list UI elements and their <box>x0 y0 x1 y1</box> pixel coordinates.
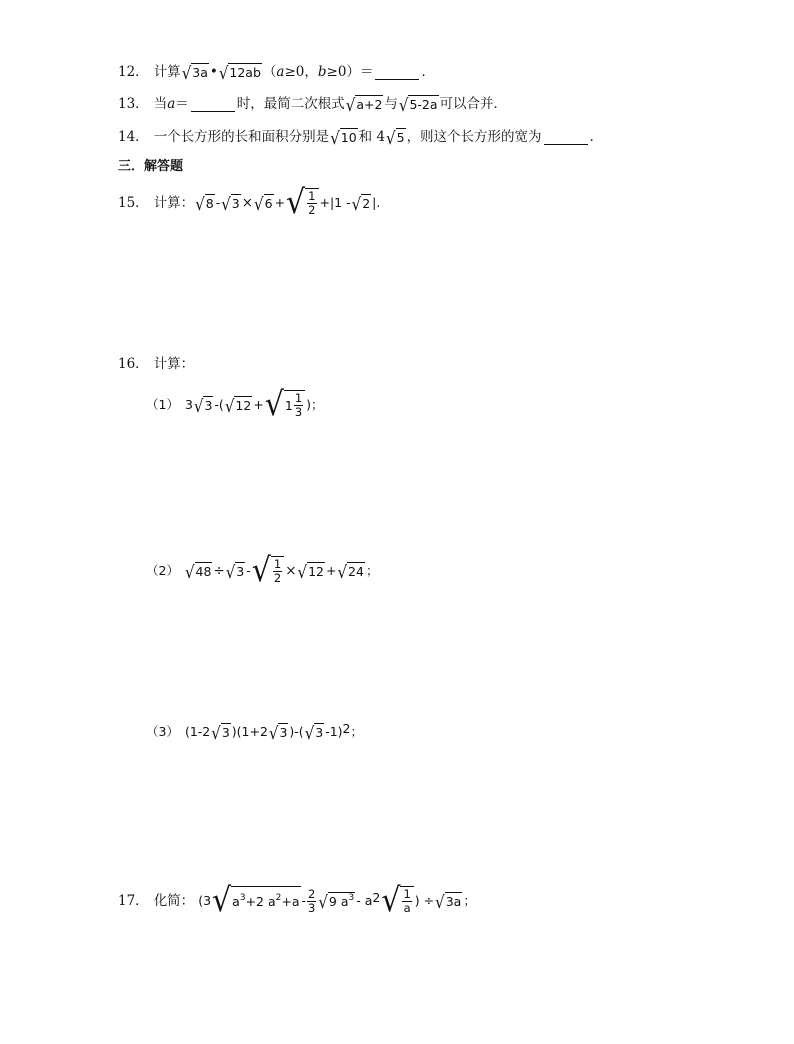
minus-sign: - <box>246 563 251 578</box>
variable-b: b <box>317 64 327 80</box>
sqrt-expression: √ 3 <box>193 395 213 417</box>
sqrt-expression: √ 5-2a <box>398 94 438 116</box>
fraction: $\frac{1}{a}$ <box>403 887 411 915</box>
end-mark: ； <box>365 563 379 578</box>
prompt-text: 一个长方形的长和面积分别是 <box>153 129 330 145</box>
expression-text: (1-2 <box>184 724 211 739</box>
sqrt-fraction: √ $\frac{1}{a}$ <box>381 886 413 916</box>
prompt-text: 计算 <box>153 64 181 80</box>
variable-a: a <box>276 64 285 80</box>
question-number: 17． <box>118 893 149 909</box>
sqrt-expression: √ 3 <box>225 561 245 583</box>
exponent: 2 <box>372 890 381 905</box>
sqrt-expression: √ 3 <box>221 193 240 215</box>
expression-text: )(1+2 <box>231 724 268 739</box>
sqrt-expression: √ 10 <box>330 127 357 149</box>
minus-sign: - <box>301 893 307 908</box>
condition-text: ≥0， <box>284 64 318 80</box>
question-number: 16． <box>118 356 149 372</box>
sqrt-expression: √ 9 a $^3$ <box>318 891 355 913</box>
condition-open: （ <box>262 64 277 80</box>
prompt-text: 化简： <box>153 893 195 909</box>
question-15 <box>118 183 381 222</box>
sqrt-expression: √ 3 <box>211 722 230 744</box>
exponent: 2 <box>342 721 351 736</box>
prompt-text: 与 <box>384 96 398 112</box>
question-number: 12． <box>118 64 149 80</box>
plus-sign: + <box>326 563 337 578</box>
plus-sign: + <box>274 195 286 210</box>
sqrt-expression: √ 48 <box>184 561 212 583</box>
question-16-part-3 <box>146 722 363 742</box>
divide-sign: ÷ <box>213 563 225 579</box>
prompt-text: 和 4 <box>358 129 386 145</box>
question-16 <box>118 354 194 374</box>
sqrt-expression: √ 24 <box>337 561 364 583</box>
question-number: 13． <box>118 96 149 112</box>
answer-blank[interactable] <box>191 97 235 112</box>
part-label: （2） <box>146 563 179 578</box>
part-label: （3） <box>146 724 179 739</box>
coefficient: 3 <box>184 397 193 412</box>
condition-text: ≥0）＝ <box>326 64 374 80</box>
sqrt-expression: √ 3a <box>435 891 462 913</box>
sqrt-expression: √ 2 <box>351 193 371 215</box>
prompt-text: ，则这个长方形的宽为 <box>406 129 542 145</box>
section-heading: 三．解答题 <box>118 159 184 174</box>
sqrt-expression: √ a+2 <box>345 94 383 116</box>
question-13 <box>118 94 507 114</box>
sqrt-fraction: √ $\frac{1}{2}$ <box>286 188 318 218</box>
sqrt-expression: √ 12 <box>224 395 252 417</box>
abs-close: |. <box>372 195 381 210</box>
question-17 <box>118 882 476 920</box>
sqrt-fraction: √ $\frac{1}{2}$ <box>252 556 284 586</box>
fraction: $\frac{2}{3}$ <box>308 886 316 915</box>
operator: -( <box>214 397 224 412</box>
end-mark: ； <box>463 893 476 908</box>
sqrt-mixed-fraction: √ 1 $\frac{1}{3}$ <box>265 390 305 420</box>
sqrt-polynomial: √ a $^3$ +2 a $^2$ +a <box>212 881 300 920</box>
period: ． <box>421 64 435 80</box>
sqrt-expression: √ 12ab <box>218 62 261 84</box>
part-label: （1） <box>146 397 179 412</box>
sqrt-expression: √ 8 <box>195 193 214 215</box>
prompt-text: 计算： <box>153 356 195 372</box>
prompt-text: 时，最简二次根式 <box>236 96 345 112</box>
question-16-part-2 <box>146 553 378 589</box>
fraction: $\frac{1}{3}$ <box>294 391 303 419</box>
question-14 <box>118 127 603 147</box>
expression-text: )-( <box>289 724 304 739</box>
end-mark: ； <box>350 724 364 739</box>
expression-text: (3 <box>198 893 212 908</box>
prompt-text: 当 <box>153 96 168 112</box>
answer-blank[interactable] <box>544 130 588 145</box>
expression-text: - a <box>356 893 373 908</box>
period: ． <box>589 129 604 145</box>
sqrt-expression: √ 5 <box>386 127 405 149</box>
sqrt-expression: √ 3 <box>268 722 288 744</box>
end-mark: )； <box>306 397 324 412</box>
answer-blank[interactable] <box>375 65 419 80</box>
abs-expression: +|1 - <box>319 195 351 210</box>
question-16-part-1 <box>146 387 324 423</box>
fraction: $\frac{1}{2}$ <box>273 557 282 585</box>
sqrt-expression: √ 3a <box>181 62 208 84</box>
prompt-text: 可以合并． <box>439 96 508 112</box>
question-12 <box>118 62 435 82</box>
sqrt-expression: √ 3 <box>304 722 324 744</box>
equals-sign: ＝ <box>175 96 189 112</box>
plus-sign: + <box>253 397 264 412</box>
times-sign: × <box>285 563 297 579</box>
sqrt-expression: √ 12 <box>297 561 324 583</box>
expression-text: ) ÷ <box>414 893 435 908</box>
sqrt-expression: √ 6 <box>254 193 273 215</box>
prompt-text: 计算： <box>153 195 195 211</box>
multiply-dot: • <box>209 64 218 80</box>
expression-text: -1) <box>325 724 343 739</box>
times-sign: × <box>241 195 254 211</box>
fraction: $\frac{1}{2}$ <box>308 189 316 217</box>
question-number: 14． <box>118 129 149 145</box>
variable-a: a <box>167 96 176 112</box>
minus-sign: - <box>215 195 221 210</box>
question-number: 15． <box>118 195 149 211</box>
